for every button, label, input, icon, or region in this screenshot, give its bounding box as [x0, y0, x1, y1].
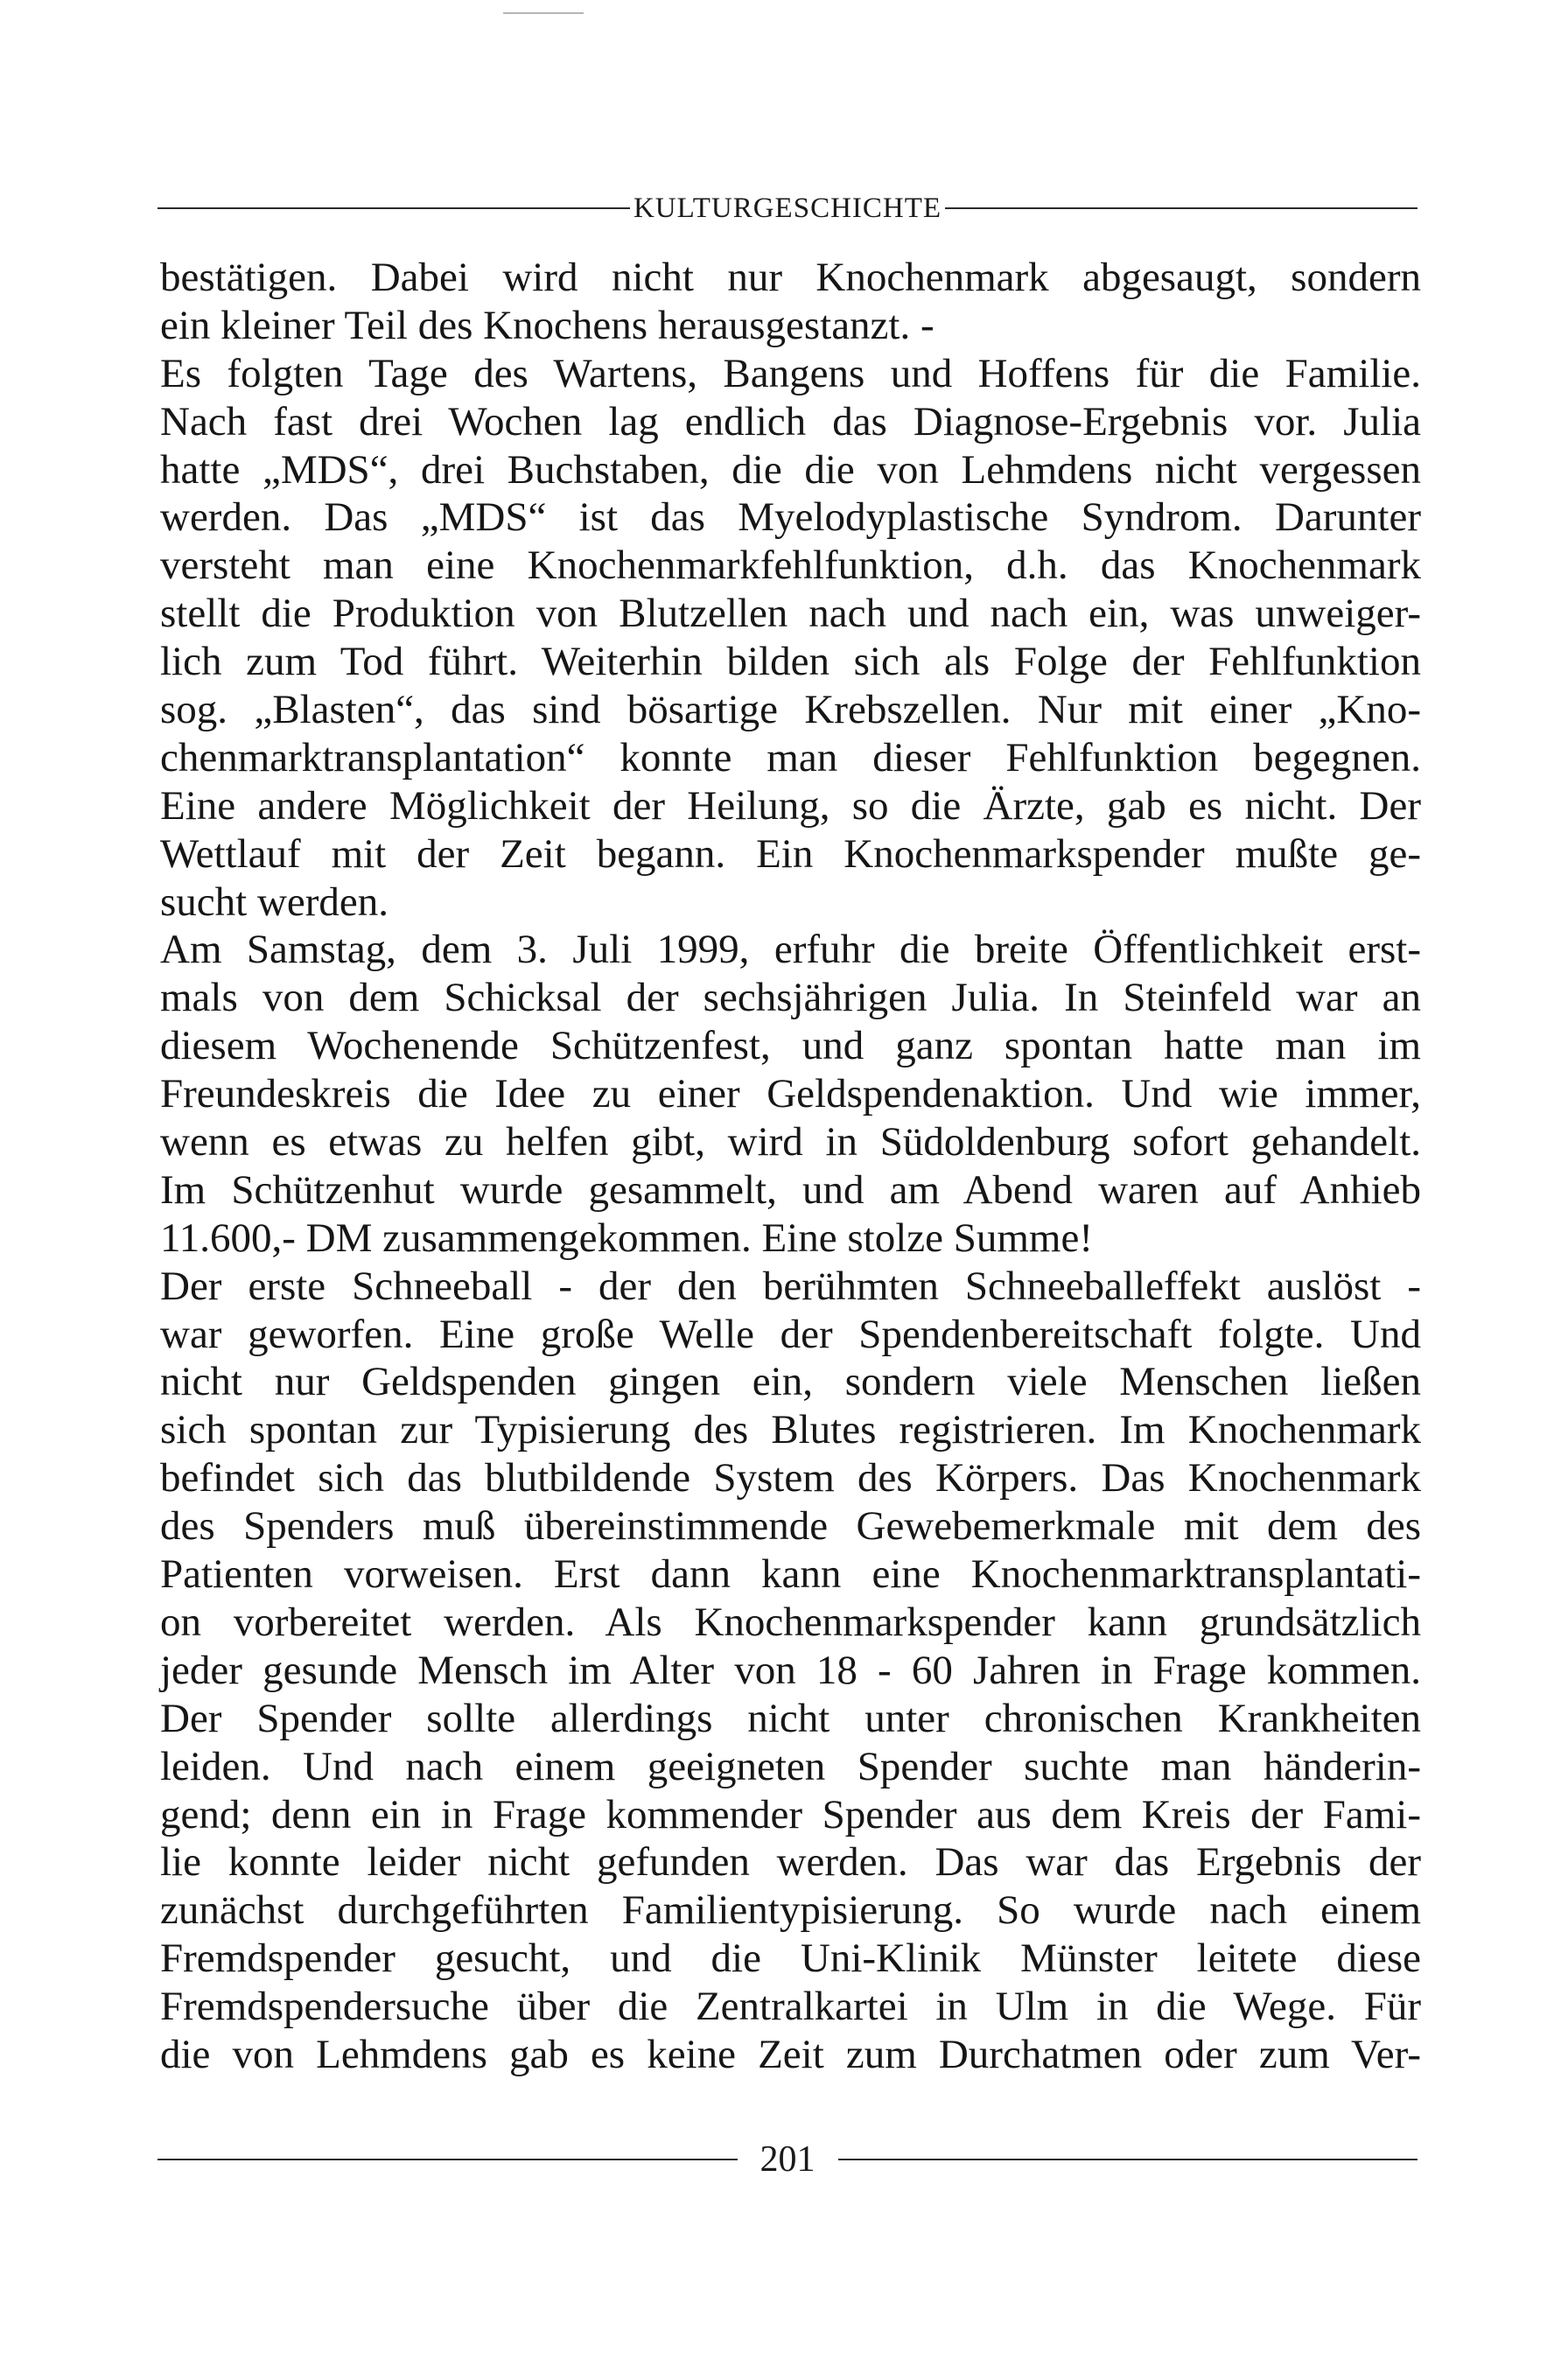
text-line: gend; denn ein in Frage kommender Spender aus dem Kreis der Fami-	[160, 1791, 1421, 1838]
text-line: versteht man eine Knochenmarkfehlfunktion, d.h. das Knochenmark	[160, 542, 1421, 589]
text-line: Fremdspender gesucht, und die Uni-Klinik Münster leitete diese	[160, 1936, 1421, 1982]
body-text	[160, 254, 1421, 2079]
text-line: Nach fast drei Wochen lag endlich das Diagnose-Ergebnis vor. Julia	[160, 398, 1421, 444]
footer-rule-right	[838, 2159, 1418, 2160]
running-head-rule-right	[945, 207, 1418, 209]
text-line: mals von dem Schicksal der sechsjährigen Julia. In Steinfeld war an	[160, 975, 1421, 1021]
text-line: Im Schützenhut wurde gesammelt, und am Abend waren auf Anhieb	[160, 1166, 1421, 1213]
text-line: Eine andere Möglichkeit der Heilung, so die Ärzte, gab es nicht. Der	[160, 782, 1421, 829]
running-head-rule-left	[158, 207, 630, 209]
text-line: befindet sich das blutbildende System des Körpers. Das Knochenmark	[160, 1455, 1421, 1502]
text-line: Am Samstag, dem 3. Juli 1999, erfuhr die breite Öffentlichkeit erst-	[160, 927, 1421, 973]
text-line: wenn es etwas zu helfen gibt, wird in Südoldenburg sofort gehandelt.	[160, 1119, 1421, 1166]
running-head-title: KULTURGESCHICHTE	[633, 192, 942, 224]
text-line: Der Spender sollte allerdings nicht unter chronischen Krankheiten	[160, 1695, 1421, 1741]
text-line: zunächst durchgeführten Familientypisierung. So wurde nach einem	[160, 1887, 1421, 1934]
text-line: hatte „MDS“, drei Buchstaben, die die von Lehmdens nicht vergessen	[160, 446, 1421, 493]
page-footer	[158, 2135, 1418, 2184]
text-line: Wettlauf mit der Zeit begann. Ein Knochenmarkspender mußte ge-	[160, 830, 1421, 877]
text-line: Patienten vorweisen. Erst dann kann eine Knochenmarktransplantati-	[160, 1551, 1421, 1598]
text-line: war geworfen. Eine große Welle der Spendenbereitschaft folgte. Und	[160, 1311, 1421, 1357]
page-number: 201	[760, 2139, 816, 2180]
scan-edge-mark	[503, 12, 584, 14]
text-line: Es folgten Tage des Wartens, Bangens und Hoffens für die Familie.	[160, 350, 1421, 396]
text-line: stellt die Produktion von Blutzellen nach und nach ein, was unweiger-	[160, 591, 1421, 637]
text-line: Fremdspendersuche über die Zentralkartei in Ulm in die Wege. Für	[160, 1984, 1421, 2030]
footer-rule-left	[158, 2159, 738, 2160]
running-head	[158, 189, 1418, 228]
text-line: chenmarktransplantation“ konnte man dieser Fehlfunktion begegnen.	[160, 734, 1421, 780]
text-line: des Spenders muß übereinstimmende Gewebemerkmale mit dem des	[160, 1503, 1421, 1550]
text-line: sucht werden.	[160, 878, 389, 925]
text-line: lie konnte leider nicht gefunden werden. Das war das Ergebnis der	[160, 1839, 1421, 1886]
text-line: diesem Wochenende Schützenfest, und ganz spontan hatte man im	[160, 1023, 1421, 1069]
text-line: die von Lehmdens gab es keine Zeit zum Durchatmen oder zum Ver-	[160, 2031, 1421, 2077]
text-line: sog. „Blasten“, das sind bösartige Krebszellen. Nur mit einer „Kno-	[160, 687, 1421, 733]
text-line: ein kleiner Teil des Knochens herausgestanzt. -	[160, 302, 934, 348]
text-line: Der erste Schneeball - der den berühmten Schneeballeffekt auslöst -	[160, 1263, 1421, 1309]
text-line: 11.600,- DM zusammengekommen. Eine stolze Summe!	[160, 1214, 1093, 1261]
text-line: werden. Das „MDS“ ist das Myelodyplastische Syndrom. Darunter	[160, 494, 1421, 541]
text-line: bestätigen. Dabei wird nicht nur Knochenmark abgesaugt, sondern	[160, 255, 1421, 300]
text-line: nicht nur Geldspenden gingen ein, sondern viele Menschen ließen	[160, 1359, 1421, 1405]
text-line: lich zum Tod führt. Weiterhin bilden sich als Folge der Fehlfunktion	[160, 639, 1421, 685]
text-line: sich spontan zur Typisierung des Blutes registrieren. Im Knochenmark	[160, 1407, 1421, 1453]
text-line: leiden. Und nach einem geeigneten Spender suchte man händerin-	[160, 1743, 1421, 1789]
text-line: Freundeskreis die Idee zu einer Geldspendenaktion. Und wie immer,	[160, 1071, 1421, 1117]
text-line: jeder gesunde Mensch im Alter von 18 - 60 Jahren in Frage kommen.	[160, 1647, 1421, 1693]
text-line: on vorbereitet werden. Als Knochenmarkspender kann grundsätzlich	[160, 1599, 1421, 1645]
